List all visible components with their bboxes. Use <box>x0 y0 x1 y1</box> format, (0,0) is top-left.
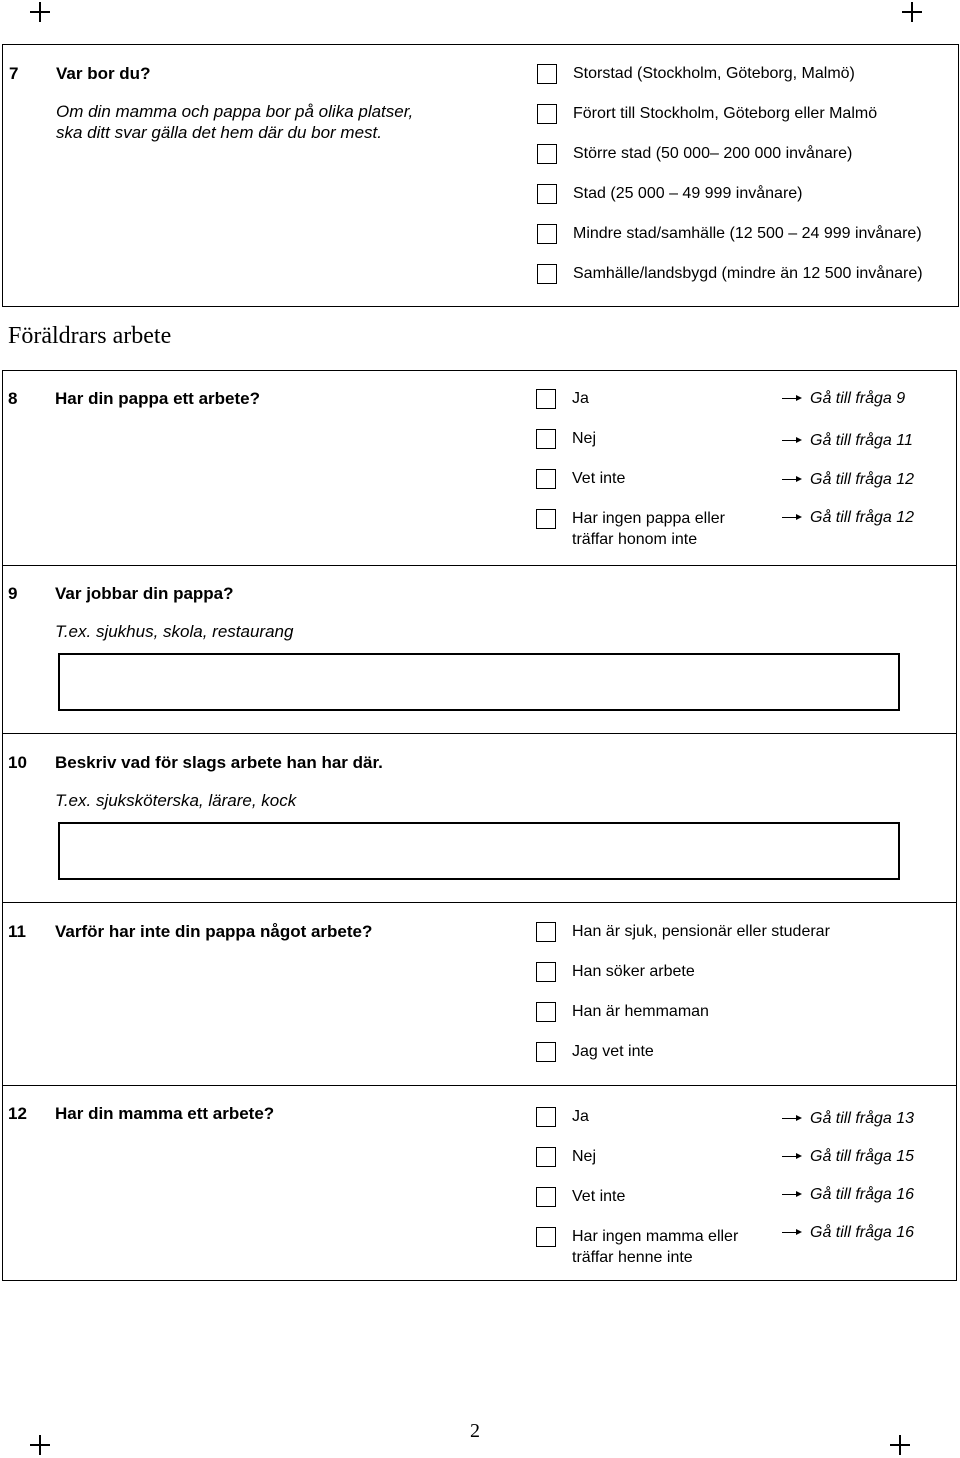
question-text: Var bor du? <box>56 64 151 83</box>
arrow-right-icon <box>782 1190 804 1200</box>
arrow-right-icon <box>782 436 804 446</box>
option-label: Han är hemmaman <box>572 1003 709 1020</box>
divider <box>2 1085 957 1086</box>
option-label: Vet inte <box>572 470 626 487</box>
skip-text: Gå till fråga 16 <box>810 1224 915 1241</box>
question-text: Har din mamma ett arbete? <box>55 1104 275 1123</box>
question-hint: T.ex. sjukhus, skola, restaurang <box>55 622 294 641</box>
skip-text: Gå till fråga 12 <box>810 471 915 488</box>
question-text: Har din pappa ett arbete? <box>55 389 260 408</box>
option-label: Har ingen pappa eller <box>572 510 725 527</box>
arrow-right-icon <box>782 394 804 404</box>
skip-instruction <box>782 509 914 529</box>
checkbox[interactable] <box>537 144 557 164</box>
skip-text: Gå till fråga 11 <box>810 432 913 449</box>
checkbox[interactable] <box>536 1227 556 1247</box>
arrow-right-icon <box>782 1114 804 1124</box>
skip-instruction <box>782 390 905 410</box>
checkbox[interactable] <box>537 104 557 124</box>
question-number: 8 <box>8 389 18 408</box>
option-label: Mindre stad/samhälle (12 500 – 24 999 invånare) <box>573 225 922 242</box>
question-hint-line1: Om din mamma och pappa bor på olika platser, <box>56 102 414 121</box>
skip-instruction <box>782 1110 914 1130</box>
option-label: Stad (25 000 – 49 999 invånare) <box>573 185 803 202</box>
registration-mark-top-left <box>30 2 50 22</box>
skip-instruction <box>782 432 913 452</box>
skip-instruction <box>782 471 914 491</box>
checkbox[interactable] <box>536 389 556 409</box>
question-text: Beskriv vad för slags arbete han har där. <box>55 753 383 772</box>
skip-text: Gå till fråga 13 <box>810 1110 915 1127</box>
checkbox[interactable] <box>536 509 556 529</box>
checkbox[interactable] <box>537 264 557 284</box>
option-label: Ja <box>572 390 589 407</box>
option-label: Nej <box>572 1148 597 1165</box>
skip-instruction <box>782 1224 914 1244</box>
arrow-right-icon <box>782 475 804 485</box>
checkbox[interactable] <box>536 962 556 982</box>
question-text: Var jobbar din pappa? <box>55 584 234 603</box>
checkbox[interactable] <box>537 184 557 204</box>
registration-mark-bottom-right <box>890 1435 910 1455</box>
option-label-line2: träffar honom inte <box>572 531 698 548</box>
arrow-right-icon <box>782 1152 804 1162</box>
question-hint-line2: ska ditt svar gälla det hem där du bor mest. <box>56 123 382 142</box>
registration-mark-bottom-left <box>30 1435 50 1455</box>
question-text: Varför har inte din pappa något arbete? <box>55 922 373 941</box>
skip-instruction <box>782 1186 914 1206</box>
option-label: Han är sjuk, pensionär eller studerar <box>572 923 830 940</box>
skip-text: Gå till fråga 9 <box>810 390 906 407</box>
question-number: 10 <box>8 753 27 772</box>
divider <box>2 733 957 734</box>
option-label: Storstad (Stockholm, Göteborg, Malmö) <box>573 65 855 82</box>
option-label: Vet inte <box>572 1188 626 1205</box>
option-label-line2: träffar henne inte <box>572 1249 693 1266</box>
question-number: 12 <box>8 1104 27 1123</box>
answer-field-workplace[interactable] <box>58 653 900 711</box>
checkbox[interactable] <box>536 469 556 489</box>
checkbox[interactable] <box>537 64 557 84</box>
option-label: Förort till Stockholm, Göteborg eller Malmö <box>573 105 878 122</box>
checkbox[interactable] <box>536 429 556 449</box>
question-hint: T.ex. sjuksköterska, lärare, kock <box>55 791 297 810</box>
option-label: Ja <box>572 1108 589 1125</box>
checkbox[interactable] <box>536 1002 556 1022</box>
divider <box>2 902 957 903</box>
arrow-right-icon <box>782 513 804 523</box>
option-label: Jag vet inte <box>572 1043 654 1060</box>
page-number: 2 <box>470 1420 480 1442</box>
checkbox[interactable] <box>536 1147 556 1167</box>
option-label: Samhälle/landsbygd (mindre än 12 500 invånare) <box>573 265 923 282</box>
checkbox[interactable] <box>536 1187 556 1207</box>
question-number: 7 <box>9 64 19 83</box>
skip-text: Gå till fråga 12 <box>810 509 915 526</box>
divider <box>2 565 957 566</box>
registration-mark-top-right <box>902 2 922 22</box>
question-number: 11 <box>8 922 26 941</box>
section-title: Föräldrars arbete <box>8 323 172 349</box>
question-7-box <box>2 44 959 307</box>
checkbox[interactable] <box>536 1107 556 1127</box>
option-label: Större stad (50 000– 200 000 invånare) <box>573 145 853 162</box>
option-label: Han söker arbete <box>572 963 695 980</box>
option-label: Nej <box>572 430 597 447</box>
skip-text: Gå till fråga 16 <box>810 1186 915 1203</box>
checkbox[interactable] <box>537 224 557 244</box>
answer-field-job-description[interactable] <box>58 822 900 880</box>
checkbox[interactable] <box>536 1042 556 1062</box>
question-number: 9 <box>8 584 18 603</box>
skip-instruction <box>782 1148 914 1168</box>
skip-text: Gå till fråga 15 <box>810 1148 915 1165</box>
option-label: Har ingen mamma eller <box>572 1228 739 1245</box>
arrow-right-icon <box>782 1228 804 1238</box>
checkbox[interactable] <box>536 922 556 942</box>
